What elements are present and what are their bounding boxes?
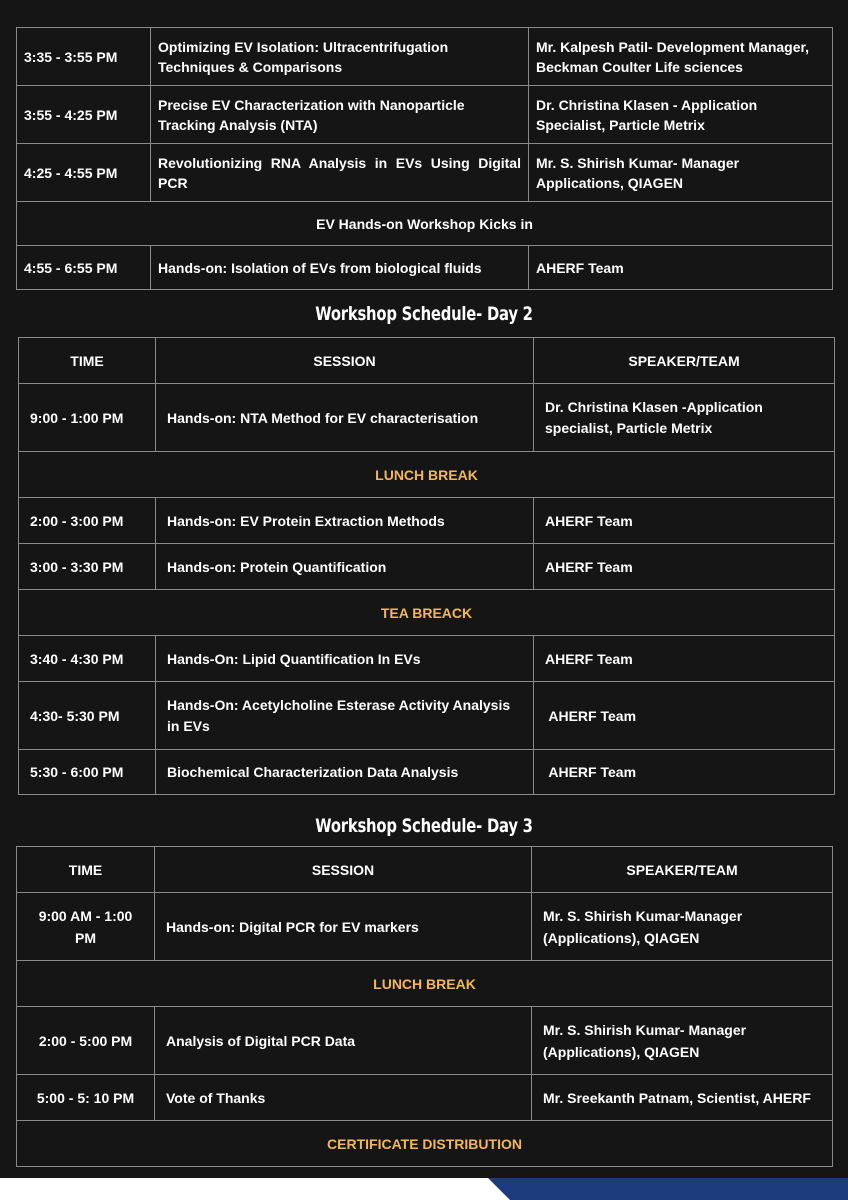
speaker-cell: Mr. S. Shirish Kumar-Manager (Applications), QIAGEN [532, 893, 833, 961]
session-cell: Optimizing EV Isolation: Ultracentrifugation Techniques & Comparisons [151, 28, 529, 86]
speaker-cell: AHERF Team [534, 498, 835, 544]
table-row [17, 144, 833, 202]
session-cell: Revolutionizing RNA Analysis in EVs Using Digital PCR [151, 144, 529, 202]
time-cell: 5:00 - 5: 10 PM [17, 1075, 155, 1121]
break-row [19, 452, 835, 498]
header-row [19, 338, 835, 384]
speaker-cell: AHERF Team [534, 636, 835, 682]
day2-schedule-table [18, 337, 835, 795]
time-cell: 5:30 - 6:00 PM [19, 750, 156, 795]
session-cell: Hands-on: EV Protein Extraction Methods [156, 498, 534, 544]
session-cell: Hands-on: Protein Quantification [156, 544, 534, 590]
time-cell: 4:30- 5:30 PM [19, 682, 156, 750]
workshop-banner: EV Hands-on Workshop Kicks in [17, 202, 833, 246]
session-cell: Hands-On: Acetylcholine Esterase Activity Analysis in EVs [156, 682, 534, 750]
closing-row [17, 1121, 833, 1167]
speaker-cell: Dr. Christina Klasen - Application Specialist, Particle Metrix [529, 86, 833, 144]
time-cell: 4:55 - 6:55 PM [17, 246, 151, 290]
session-header: SESSION [156, 338, 534, 384]
break-row [19, 590, 835, 636]
session-cell: Vote of Thanks [155, 1075, 532, 1121]
speaker-cell: AHERF Team [529, 246, 833, 290]
time-cell: 9:00 AM - 1:00 PM [17, 893, 155, 961]
header-row [17, 847, 833, 893]
tea-break-label: TEA BREACK [19, 590, 835, 636]
lunch-break-label: LUNCH BREAK [17, 961, 833, 1007]
speaker-cell: AHERF Team [534, 544, 835, 590]
time-header: TIME [19, 338, 156, 384]
session-header: SESSION [155, 847, 532, 893]
table-row [19, 750, 835, 795]
table-row [17, 86, 833, 144]
time-cell: 3:00 - 3:30 PM [19, 544, 156, 590]
time-cell: 3:35 - 3:55 PM [17, 28, 151, 86]
speaker-cell: Mr. Sreekanth Patnam, Scientist, AHERF [532, 1075, 833, 1121]
table-row [17, 1007, 833, 1075]
day1-schedule-table [16, 27, 833, 290]
time-cell: 9:00 - 1:00 PM [19, 384, 156, 452]
table-row [19, 544, 835, 590]
table-row [17, 28, 833, 86]
speaker-cell: Mr. S. Shirish Kumar- Manager Applications, QIAGEN [529, 144, 833, 202]
footer-blue-strip [488, 1178, 848, 1200]
speaker-cell: AHERF Team [534, 750, 835, 795]
session-cell: Hands-on: Isolation of EVs from biological fluids [151, 246, 529, 290]
session-cell: Analysis of Digital PCR Data [155, 1007, 532, 1075]
table-row [19, 384, 835, 452]
break-row [17, 961, 833, 1007]
time-cell: 3:55 - 4:25 PM [17, 86, 151, 144]
time-cell: 2:00 - 5:00 PM [17, 1007, 155, 1075]
session-cell: Hands-On: Lipid Quantification In EVs [156, 636, 534, 682]
table-row [19, 636, 835, 682]
certificate-distribution-label: CERTIFICATE DISTRIBUTION [17, 1121, 833, 1167]
speaker-header: SPEAKER/TEAM [532, 847, 833, 893]
table-row [19, 682, 835, 750]
session-cell: Biochemical Characterization Data Analysis [156, 750, 534, 795]
session-cell: Hands-on: NTA Method for EV characterisation [156, 384, 534, 452]
footer-white-strip [0, 1178, 530, 1200]
time-header: TIME [17, 847, 155, 893]
table-row [17, 1075, 833, 1121]
speaker-header: SPEAKER/TEAM [534, 338, 835, 384]
banner-row [17, 202, 833, 246]
lunch-break-label: LUNCH BREAK [19, 452, 835, 498]
time-cell: 3:40 - 4:30 PM [19, 636, 156, 682]
speaker-cell: AHERF Team [534, 682, 835, 750]
speaker-cell: Mr. Kalpesh Patil- Development Manager, Beckman Coulter Life sciences [529, 28, 833, 86]
session-cell: Hands-on: Digital PCR for EV markers [155, 893, 532, 961]
table-row [17, 893, 833, 961]
day2-heading: Workshop Schedule- Day 2 [315, 303, 533, 325]
day3-heading: Workshop Schedule- Day 3 [315, 815, 533, 837]
time-cell: 2:00 - 3:00 PM [19, 498, 156, 544]
table-row [19, 498, 835, 544]
time-cell: 4:25 - 4:55 PM [17, 144, 151, 202]
session-cell: Precise EV Characterization with Nanoparticle Tracking Analysis (NTA) [151, 86, 529, 144]
speaker-cell: Mr. S. Shirish Kumar- Manager (Applications), QIAGEN [532, 1007, 833, 1075]
speaker-cell: Dr. Christina Klasen -Application specialist, Particle Metrix [534, 384, 835, 452]
day3-schedule-table [16, 846, 833, 1167]
table-row [17, 246, 833, 290]
